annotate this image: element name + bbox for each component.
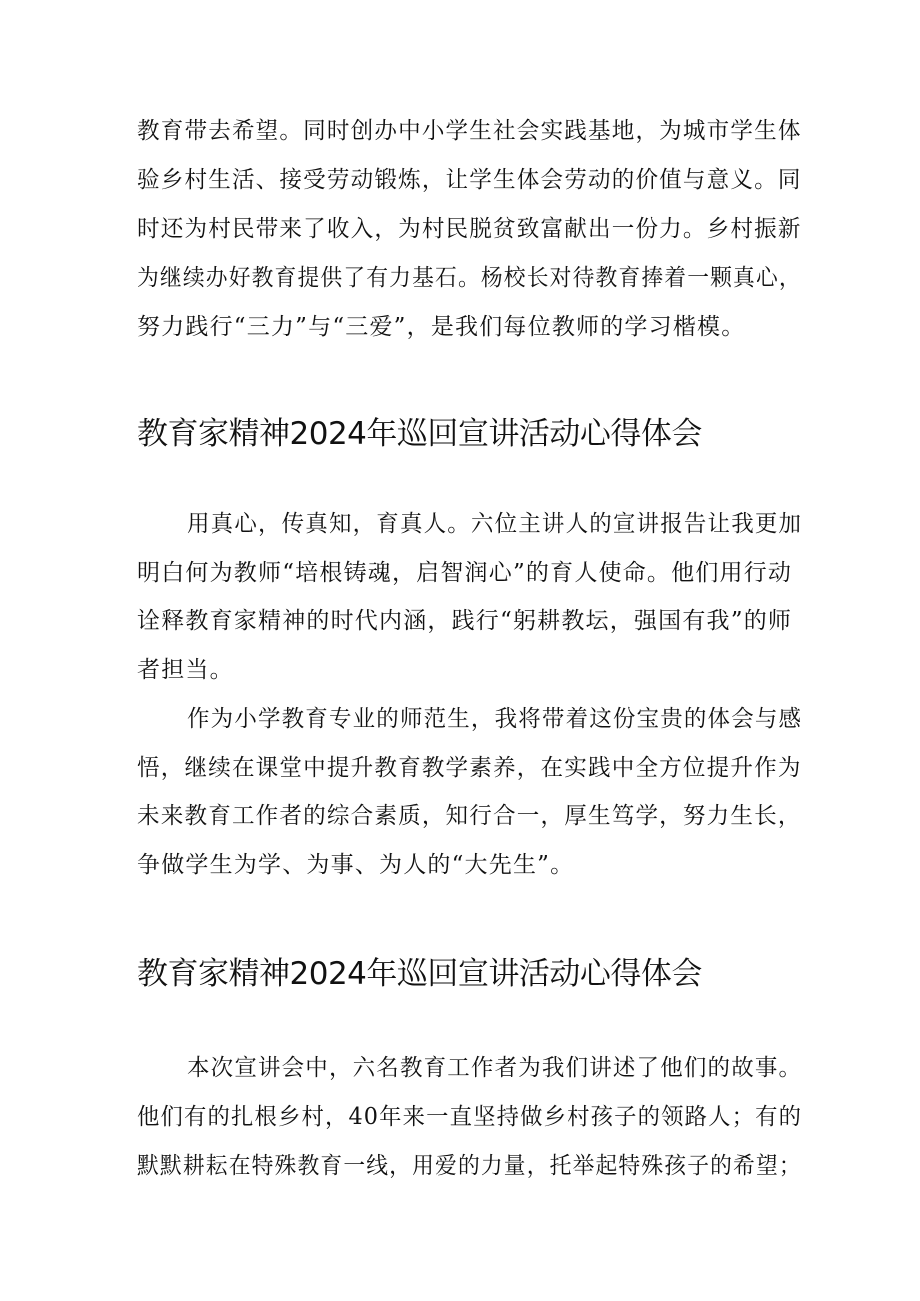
body-line: 时还为村民带来了收入，为村民脱贫致富献出一份力。乡村振新 <box>137 216 802 242</box>
body-line: 者担当。 <box>137 657 234 683</box>
body-line: 验乡村生活、接受劳动锻炼，让学生体会劳动的价值与意义。同 <box>137 167 802 193</box>
body-line: 他们有的扎根乡村，40年来一直坚持做乡村孩子的领路人；有的 <box>137 1104 803 1130</box>
section-heading: 教育家精神2024年巡回宣讲活动心得体会 <box>137 416 702 452</box>
section-heading: 教育家精神2024年巡回宣讲活动心得体会 <box>137 956 702 992</box>
body-line: 争做学生为学、为事、为人的“大先生”。 <box>137 852 575 878</box>
body-line: 明白何为教师“培根铸魂，启智润心”的育人使命。他们用行动 <box>137 560 793 586</box>
body-line: 为继续办好教育提供了有力基石。杨校长对待教育捧着一颗真心， <box>137 265 802 291</box>
body-line: 默默耕耘在特殊教育一线，用爱的力量，托举起特殊孩子的希望； <box>137 1153 802 1179</box>
body-line: 悟，继续在课堂中提升教育教学素养，在实践中全方位提升作为 <box>137 755 802 781</box>
body-line: 未来教育工作者的综合素质，知行合一，厚生笃学，努力生长， <box>137 803 802 829</box>
body-line: 努力践行“三力”与“三爱”，是我们每位教师的学习楷模。 <box>137 314 746 340</box>
body-line: 教育带去希望。同时创办中小学生社会实践基地，为城市学生体 <box>137 118 802 144</box>
body-line: 用真心，传真知，育真人。六位主讲人的宣讲报告让我更加 <box>187 511 803 537</box>
body-line: 诠释教育家精神的时代内涵，践行“躬耕教坛，强国有我”的师 <box>137 608 793 634</box>
body-line: 作为小学教育专业的师范生，我将带着这份宝贵的体会与感 <box>187 706 803 732</box>
body-line: 本次宣讲会中，六名教育工作者为我们讲述了他们的故事。 <box>187 1055 803 1081</box>
